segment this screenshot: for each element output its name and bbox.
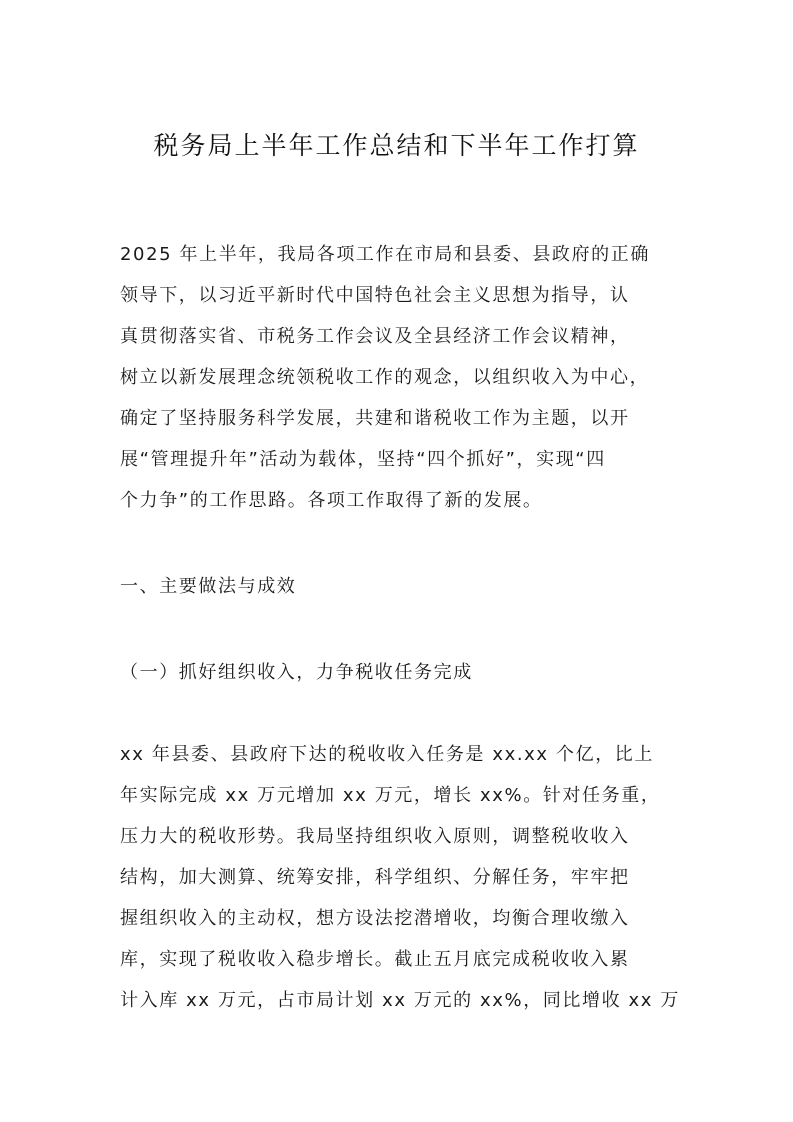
intro-line: 树立以新发展理念统领税收工作的观念，以组织收入为中心，: [120, 367, 650, 388]
document-title: 税务局上半年工作总结和下半年工作打算: [153, 131, 640, 160]
body-paragraph: [120, 734, 680, 1021]
body-line: 年实际完成 xx 万元增加 xx 万元，增长 xx%。针对任务重，: [120, 785, 661, 806]
intro-line: 2025 年上半年，我局各项工作在市局和县委、县政府的正确: [120, 244, 650, 265]
body-line: 握组织收入的主动权，想方设法挖潜增收，均衡合理收缴入: [120, 908, 630, 929]
section-heading-text: 一、主要做法与成效: [120, 576, 297, 597]
intro-line: 展“管理提升年”活动为载体，坚持“四个抓好”，实现“四: [120, 449, 606, 470]
intro-paragraph: [120, 234, 680, 521]
body-line: xx 年县委、县政府下达的税收收入任务是 xx.xx 个亿，比上: [120, 744, 654, 765]
intro-line: 确定了坚持服务科学发展，共建和谐税收工作为主题，以开: [120, 408, 630, 429]
intro-line: 真贯彻落实省、市税务工作会议及全县经济工作会议精神，: [120, 326, 630, 347]
body-line: 压力大的税收形势。我局坚持组织收入原则，调整税收收入: [120, 826, 630, 847]
body-line: 库，实现了税收收入稳步增长。截止五月底完成税收收入累: [120, 949, 630, 970]
subsection-heading-text: （一）抓好组织收入，力争税收任务完成: [120, 662, 473, 683]
body-line: 计入库 xx 万元，占市局计划 xx 万元的 xx%，同比增收 xx 万: [120, 990, 680, 1011]
subsection-heading: [120, 652, 680, 693]
section-heading: [120, 566, 680, 607]
intro-line: 领导下，以习近平新时代中国特色社会主义思想为指导，认: [120, 285, 630, 306]
intro-line: 个力争”的工作思路。各项工作取得了新的发展。: [120, 490, 543, 511]
body-line: 结构，加大测算、统筹安排，科学组织、分解任务，牢牢把: [120, 867, 630, 888]
